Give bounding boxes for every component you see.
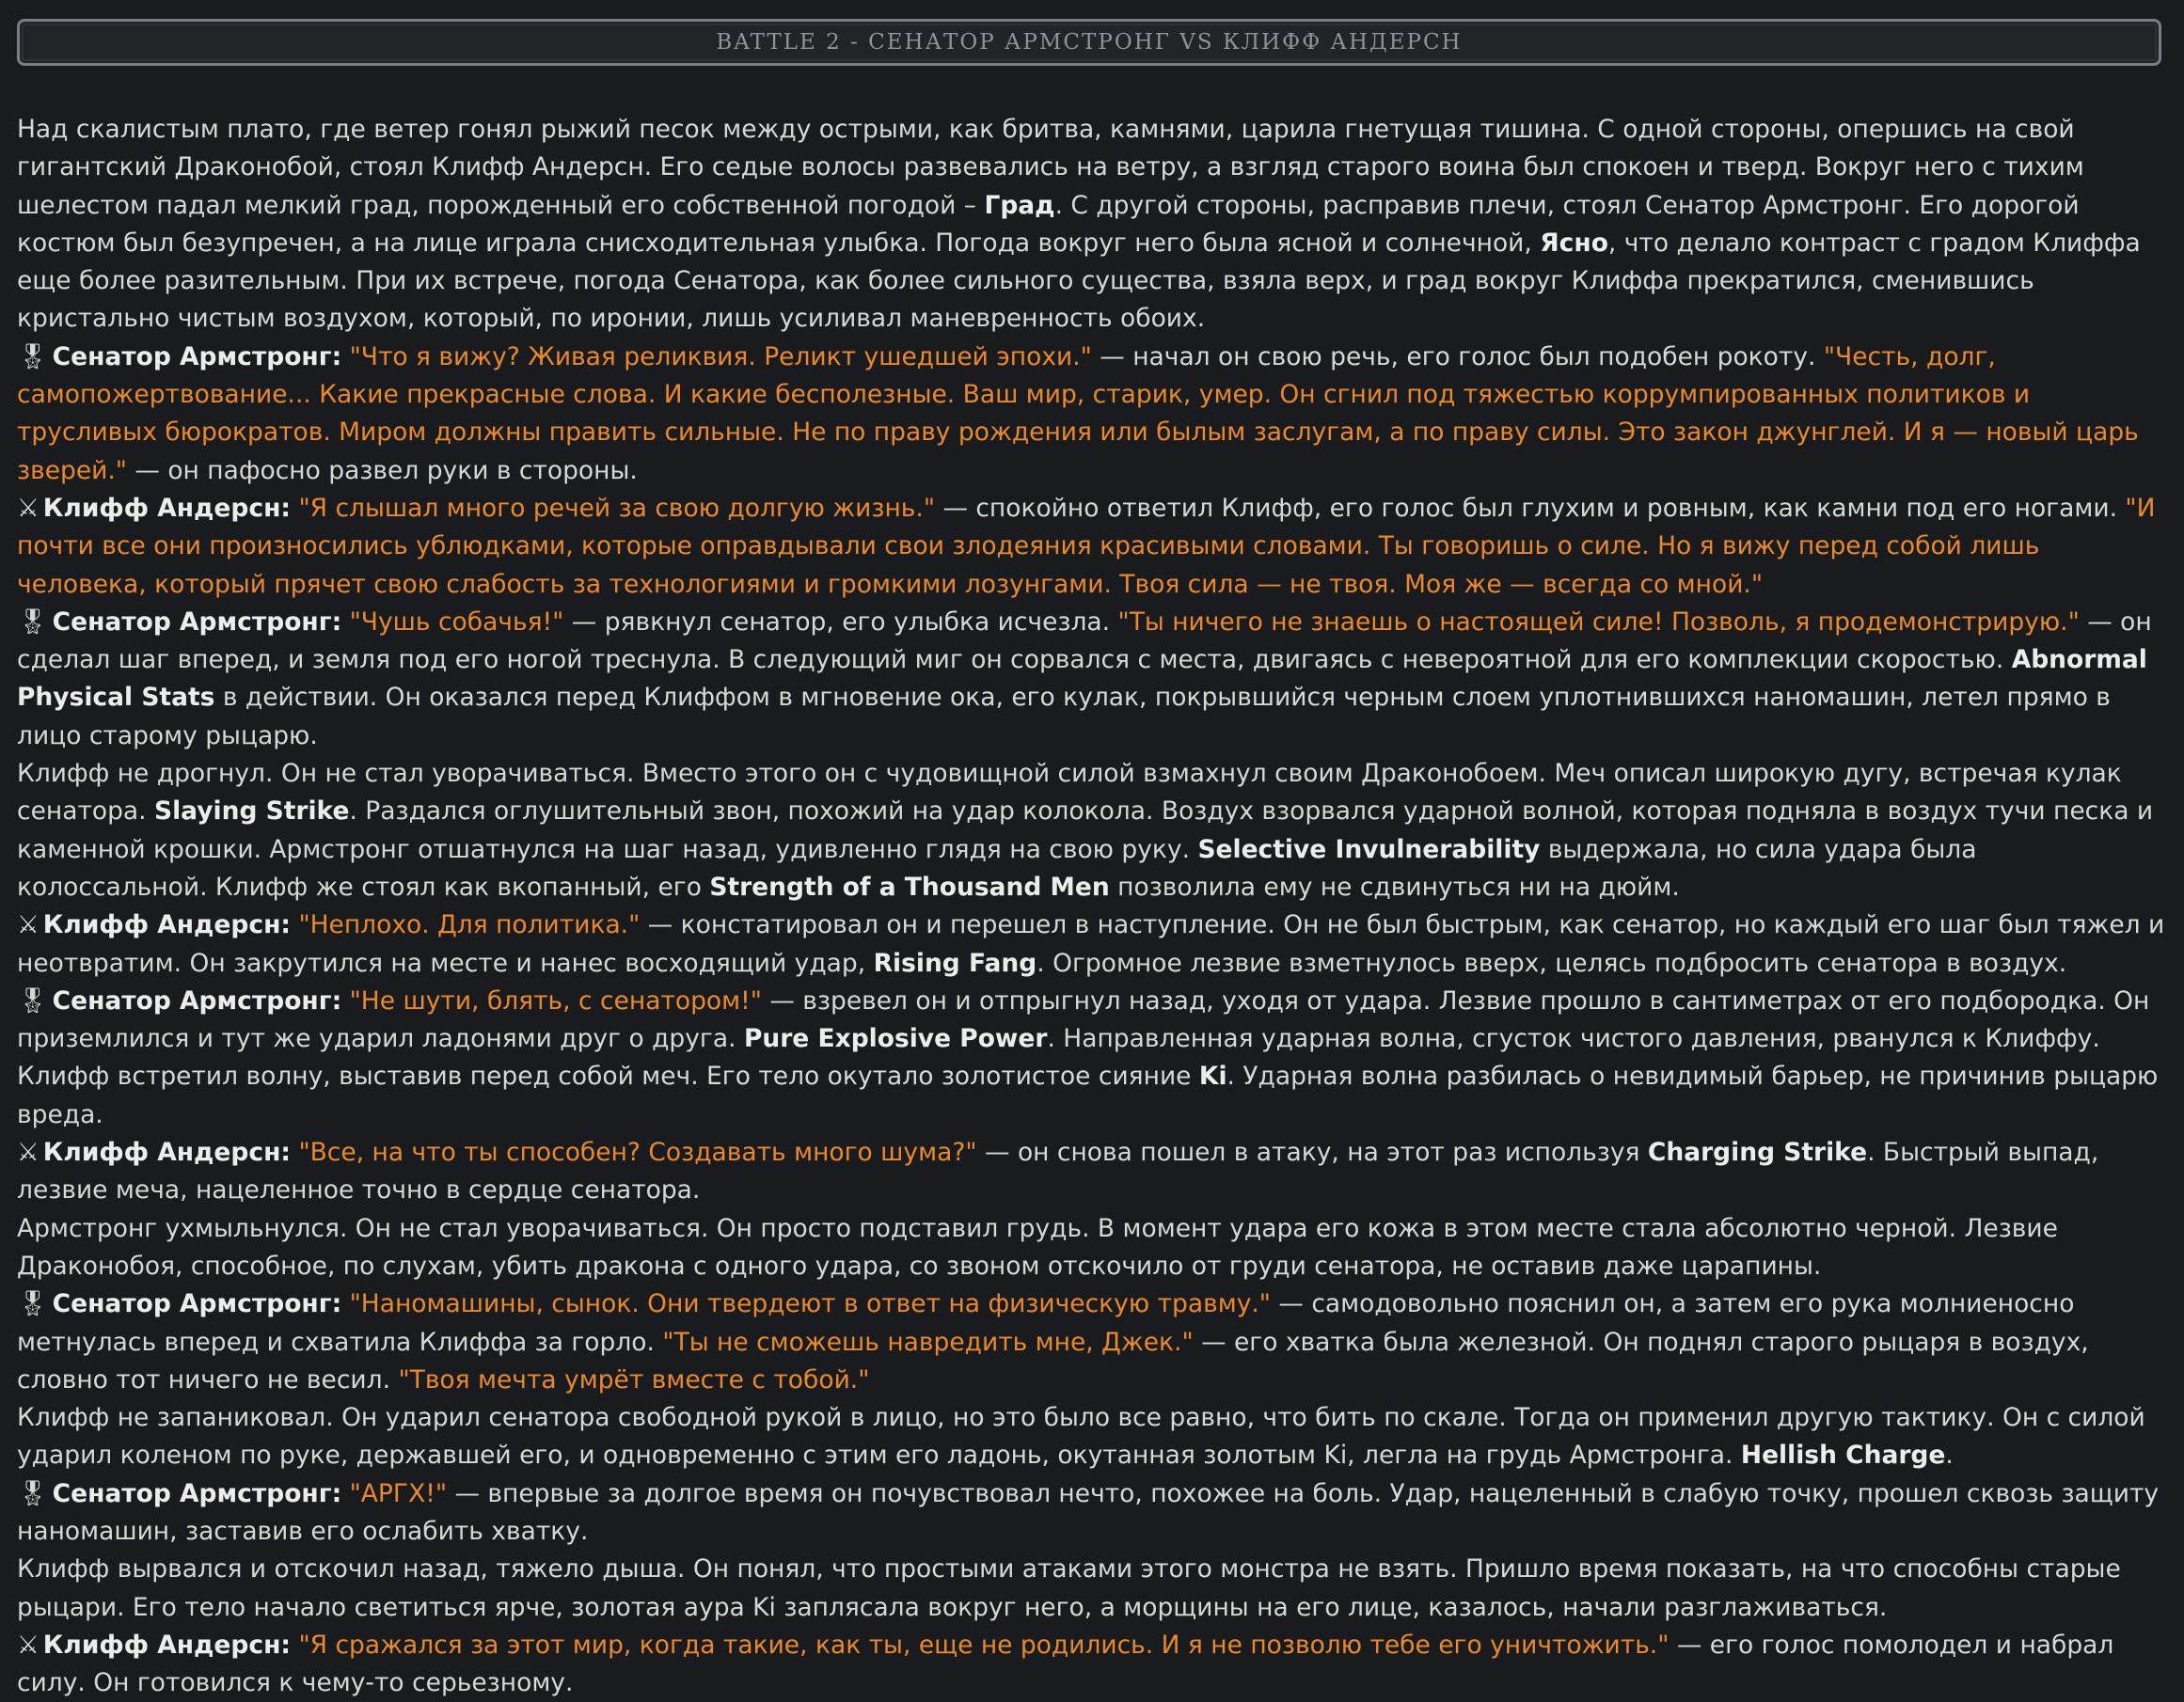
narration-text bbox=[341, 1289, 349, 1318]
ability-name: Град bbox=[984, 190, 1055, 220]
medal-icon: 🎖 bbox=[17, 607, 49, 637]
ability-name: Abnormal Physical Stats bbox=[17, 645, 2147, 713]
narration-text: — самодовольно пояснил он, а затем его рука молниеносно метнулась вперед и схватила Клиффа за горло. bbox=[17, 1289, 2075, 1357]
narration-text: — его хватка была железной. Он поднял старого рыцаря в воздух, словно тот ничего не весил. bbox=[17, 1327, 2089, 1395]
cliff-dialogue bbox=[17, 1627, 2173, 1702]
speaker-name: Клифф Андерсн: bbox=[42, 1138, 291, 1168]
narration-paragraph bbox=[17, 755, 2173, 906]
armstrong-dialogue bbox=[17, 1285, 2173, 1399]
narration-text: . Направленная ударная волна, сгусток чистого давления, рванулся к Клиффу. bbox=[1047, 1024, 2100, 1054]
medal-icon: 🎖 bbox=[17, 341, 49, 371]
speaker-name: Клифф Андерсн: bbox=[42, 1630, 291, 1660]
narration-text: . Ударная волна разбилась о невидимый барьер, не причинив рыцарю вреда. bbox=[17, 1062, 2159, 1129]
ability-name: Ясно bbox=[1540, 228, 1608, 258]
narration-text: . Раздался оглушительный звон, похожий на удар колокола. Воздух взорвался ударной волной, которая подняла в воздух тучи песка и каменной крошки. Армстронг отшатнулся на шаг назад, удивленно глядя на свою руку. bbox=[17, 796, 2154, 864]
narration-text: . Быстрый выпад, лезвие меча, нацеленное точно в сердце сенатора. bbox=[17, 1138, 2099, 1206]
speaker-name: Сенатор Армстронг: bbox=[52, 341, 342, 371]
medal-icon: 🎖 bbox=[17, 1478, 49, 1508]
battle-title-bar bbox=[17, 19, 2161, 66]
narration-text bbox=[341, 986, 349, 1016]
narration-text: Клифф вырвался и отскочил назад, тяжело дыша. Он понял, что простыми атаками этого монстра не взять. Пришло время показать, на что способны старые рыцари. Его тело начало светиться ярче, золотая аура Ki заплясала вокруг него, а морщины на его лице, казалось, начали разглаживаться. bbox=[17, 1554, 2121, 1622]
narration-text: выдержала, но сила удара была колоссальной. Клифф же стоял как вкопанный, его bbox=[17, 834, 1977, 902]
dialogue-quote: "Ты ничего не знаешь о настоящей силе! Позволь, я продемонстрирую." bbox=[1117, 607, 2080, 637]
ability-name: Rising Fang bbox=[873, 948, 1037, 978]
ability-name: Strength of a Thousand Men bbox=[709, 872, 1110, 902]
narration-text bbox=[341, 342, 349, 371]
speaker-name: Клифф Андерсн: bbox=[42, 910, 291, 940]
cliff-dialogue bbox=[17, 906, 2173, 983]
crossed-swords-icon: ⚔ bbox=[17, 910, 40, 940]
narration-paragraph bbox=[17, 111, 2173, 339]
armstrong-dialogue bbox=[17, 983, 2173, 1059]
speaker-name: Сенатор Армстронг: bbox=[52, 985, 342, 1016]
speaker-name: Сенатор Армстронг: bbox=[52, 1478, 342, 1508]
ability-name: Charging Strike bbox=[1647, 1138, 1868, 1168]
narration-text: — начал он свою речь, его голос был подобен рокоту. bbox=[1091, 341, 1824, 371]
ability-name: Selective Invulnerability bbox=[1197, 834, 1541, 864]
ability-name: Hellish Charge bbox=[1740, 1441, 1946, 1471]
dialogue-quote: "Ты не сможешь навредить мне, Джек." bbox=[662, 1327, 1194, 1357]
ability-name: Pure Explosive Power bbox=[743, 1024, 1048, 1054]
narration-paragraph bbox=[17, 1210, 2173, 1286]
narration-text: . bbox=[1945, 1441, 1954, 1471]
narration-text: . Огромное лезвие взметнулось вверх, целясь подбросить сенатора в воздух. bbox=[1037, 948, 2067, 978]
narration-text: Армстронг ухмыльнулся. Он не стал уворачиваться. Он просто подставил грудь. В момент удара его кожа в этом месте стала абсолютно черной. Лезвие Драконобоя, способное, по слухам, убить дракона с одного удара, со звоном отскочило от груди сенатора, не оставив даже царапины. bbox=[17, 1213, 2058, 1281]
dialogue-quote: "Все, на что ты способен? Создавать много шума?" bbox=[298, 1138, 977, 1168]
dialogue-quote: "И почти все они произносились ублюдками, которые оправдывали свои злодеяния красивыми словами. Ты говоришь о силе. Но я вижу перед собой лишь человека, который прячет свою слабость за технологиями и громкими лозунгами. Твоя сила — не твоя. Моя же — всегда со мной." bbox=[17, 493, 2156, 599]
narration-text: Клифф не дрогнул. Он не стал уворачиваться. Вместо этого он с чудовищной силой взмахнул своим Драконобоем. Меч описал широкую дугу, встречая кулак сенатора. bbox=[17, 759, 2122, 827]
battle-title: BATTLE 2 - СЕНАТОР АРМСТРОНГ VS КЛИФФ АНДЕРСН bbox=[716, 30, 1463, 55]
narration-text: Клифф встретил волну, выставив перед собой меч. Его тело окутало золотистое сияние bbox=[17, 1062, 1199, 1092]
narration-text: — его голос помолодел и набрал силу. Он готовился к чему-то серьезному. bbox=[17, 1630, 2114, 1698]
armstrong-dialogue bbox=[17, 604, 2173, 755]
narration-paragraph bbox=[17, 1551, 2173, 1627]
cliff-dialogue bbox=[17, 490, 2173, 604]
narration-paragraph bbox=[17, 1399, 2173, 1475]
cliff-dialogue bbox=[17, 1134, 2173, 1210]
narration-text: в действии. Он оказался перед Клиффом в мгновение ока, его кулак, покрывшийся черным слоем уплотнившихся наномашин, летел прямо в лицо старому рыцарю. bbox=[17, 683, 2111, 750]
narration-text: , что делало контраст с градом Клиффа еще более разительным. При их встрече, погода Сенатора, как более сильного существа, взяла верх, и град вокруг Клиффа прекратился, сменившись кристально чистым воздухом, который, по иронии, лишь усиливал маневренность обоих. bbox=[17, 228, 2141, 334]
crossed-swords-icon: ⚔ bbox=[17, 1630, 40, 1660]
dialogue-quote: "Честь, долг, самопожертвование... Какие прекрасные слова. И какие бесполезные. Ваш мир, старик, умер. Он сгнил под тяжестью коррумпированных политиков и трусливых бюрократов. Миром должны править сильные. Не по праву рождения или былым заслугам, а по праву силы. Это закон джунглей. И я — новый царь зверей." bbox=[17, 341, 2139, 485]
crossed-swords-icon: ⚔ bbox=[17, 1138, 40, 1168]
narration-text: — впервые за долгое время он почувствовал нечто, похожее на боль. Удар, нацеленный в слабую точку, прошел сквозь защиту наномашин, заставив его ослабить хватку. bbox=[17, 1478, 2160, 1546]
dialogue-quote: "АРГХ!" bbox=[349, 1478, 448, 1508]
medal-icon: 🎖 bbox=[17, 985, 49, 1016]
dialogue-quote: "Наномашины, сынок. Они твердеют в ответ на физическую травму." bbox=[349, 1289, 1271, 1319]
medal-icon: 🎖 bbox=[17, 1289, 49, 1319]
ability-name: Slaying Strike bbox=[154, 796, 350, 827]
crossed-swords-icon: ⚔ bbox=[17, 493, 40, 523]
battle-narrative bbox=[17, 111, 2173, 1702]
narration-text: — он снова пошел в атаку, на этот раз используя bbox=[976, 1138, 1648, 1168]
dialogue-quote: "Твоя мечта умрёт вместе с тобой." bbox=[398, 1364, 870, 1395]
ability-name: Ki bbox=[1198, 1062, 1227, 1092]
narration-text bbox=[291, 1631, 298, 1660]
dialogue-quote: "Не шути, блять, с сенатором!" bbox=[349, 985, 762, 1016]
narration-text: Клифф не запаниковал. Он ударил сенатора свободной рукой в лицо, но это было все равно, что бить по скале. Тогда он применил другую тактику. Он с силой ударил коленом по руке, державшей его, и одновременно с этим его ладонь, окутанная золотым Ki, легла на грудь Армстронга. bbox=[17, 1403, 2145, 1471]
speaker-name: Сенатор Армстронг: bbox=[52, 1289, 342, 1319]
narration-text: Над скалистым плато, где ветер гонял рыжий песок между острыми, как бритва, камнями, царила гнетущая тишина. С одной стороны, опершись на свой гигантский Драконобой, стоял Клифф Андерсн. Его седые волосы развевались на ветру, а взгляд старого воина был спокоен и тверд. Вокруг него с тихим шелестом падал мелкий град, порожденный его собственной погодой – bbox=[17, 115, 2084, 220]
armstrong-dialogue bbox=[17, 339, 2173, 490]
narration-text bbox=[341, 1479, 349, 1508]
narration-paragraph bbox=[17, 1058, 2173, 1134]
narration-text: — спокойно ответил Клифф, его голос был глухим и ровным, как камни под его ногами. bbox=[935, 493, 2126, 523]
narration-text: . С другой стороны, расправив плечи, стоял Сенатор Армстронг. Его дорогой костюм был безупречен, а на лице играла снисходительная улыбка. Погода вокруг него была ясной и солнечной, bbox=[17, 190, 2080, 258]
speaker-name: Сенатор Армстронг: bbox=[52, 607, 342, 637]
speaker-name: Клифф Андерсн: bbox=[42, 493, 291, 523]
dialogue-quote: "Неплохо. Для политика." bbox=[298, 910, 641, 940]
narration-text: — он пафосно развел руки в стороны. bbox=[126, 455, 638, 485]
armstrong-dialogue bbox=[17, 1475, 2173, 1552]
narration-text: — констатировал он и перешел в наступление. Он не был быстрым, как сенатор, но каждый его шаг был тяжел и неотвратим. Он закрутился на месте и нанес восходящий удар, bbox=[17, 910, 2165, 978]
narration-text: — он сделал шаг вперед, и земля под его ногой треснула. В следующий миг он сорвался с места, двигаясь с невероятной для его комплекции скоростью. bbox=[17, 607, 2152, 675]
narration-text bbox=[341, 607, 349, 637]
dialogue-quote: "Чушь собачья!" bbox=[349, 607, 564, 637]
dialogue-quote: "Что я вижу? Живая реликвия. Реликт ушедшей эпохи." bbox=[349, 341, 1092, 371]
narration-text: — рявкнул сенатор, его улыбка исчезла. bbox=[563, 607, 1118, 637]
narration-text: — взревел он и отпрыгнул назад, уходя от удара. Лезвие прошло в сантиметрах от его подбородка. Он приземлился и тут же ударил ладонями друг о друга. bbox=[17, 985, 2150, 1054]
dialogue-quote: "Я сражался за этот мир, когда такие, как ты, еще не родились. И я не позволю тебе его уничтожить." bbox=[298, 1630, 1670, 1660]
dialogue-quote: "Я слышал много речей за свою долгую жизнь." bbox=[298, 493, 936, 523]
narration-text: позволила ему не сдвинуться ни на дюйм. bbox=[1109, 872, 1680, 902]
